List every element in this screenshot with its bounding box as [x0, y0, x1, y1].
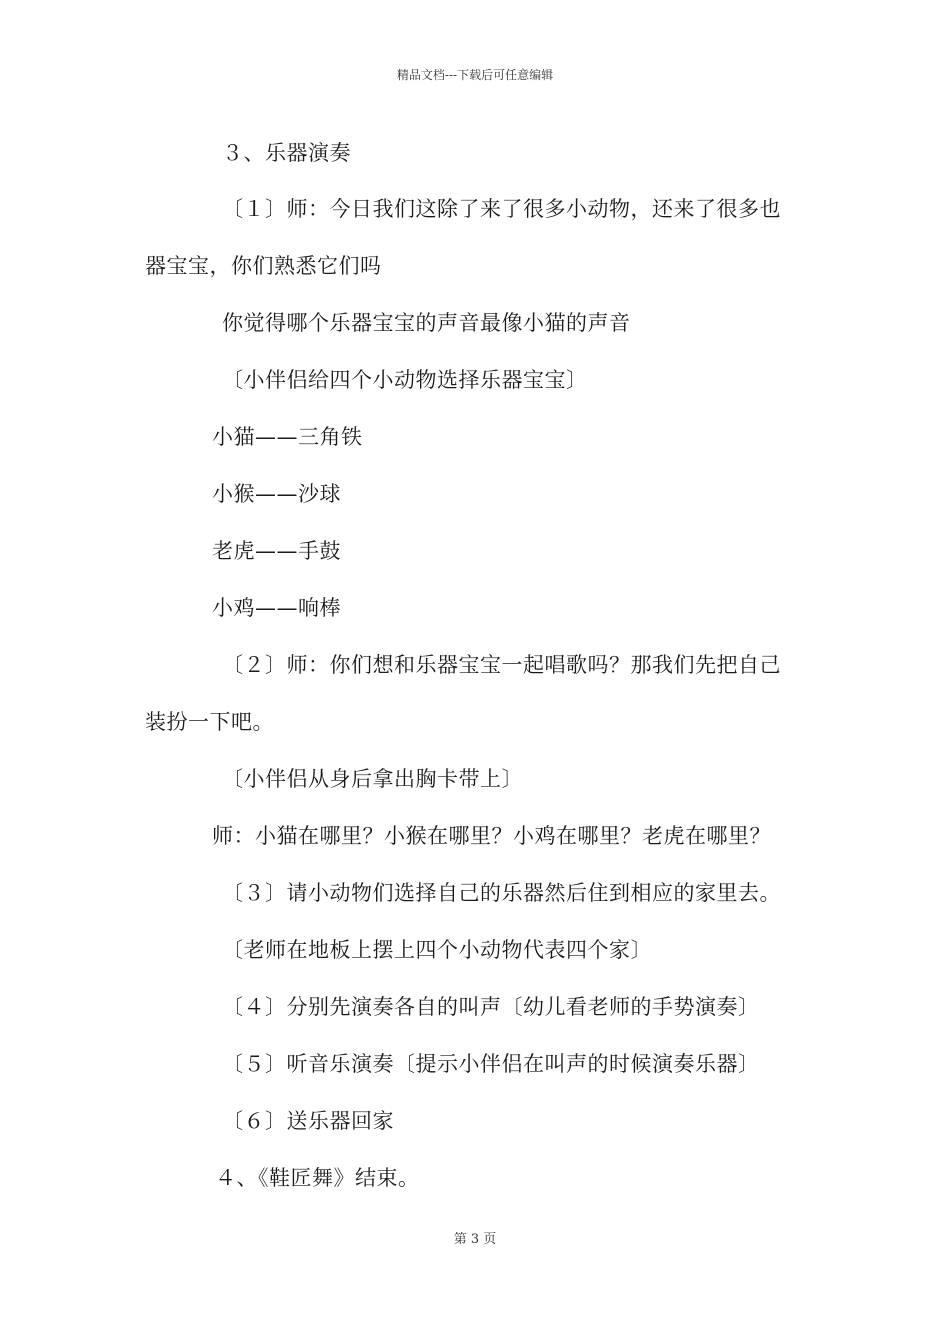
paragraph-line: 器宝宝，你们熟悉它们吗 [145, 254, 382, 278]
paragraph-line: 装扮一下吧。 [145, 710, 274, 734]
paragraph-line: 〔小伴侣从身后拿出胸卡带上〕 [222, 767, 523, 791]
paragraph-line: 师：小猫在哪里？小猴在哪里？小鸡在哪里？老虎在哪里？ [212, 824, 771, 848]
paragraph-line: 〔小伴侣给四个小动物选择乐器宝宝〕 [222, 368, 588, 392]
paragraph-line: 〔５〕听音乐演奏〔提示小伴侣在叫声的时候演奏乐器〕 [222, 1052, 760, 1076]
section-heading-3: ３、乐器演奏 [222, 141, 351, 165]
paragraph-line: 〔３〕请小动物们选择自己的乐器然后住到相应的家里去。 [222, 881, 781, 905]
paragraph-line: 〔６〕送乐器回家 [222, 1109, 394, 1133]
page-header: 精品文档---下载后可任意编辑 [396, 68, 554, 82]
paragraph-line: 〔１〕师：今日我们这除了来了很多小动物，还来了很多也 [222, 197, 781, 221]
paragraph-line: 〔２〕师：你们想和乐器宝宝一起唱歌吗？那我们先把自己 [222, 653, 781, 677]
page-footer: 第 3 页 [453, 1232, 497, 1247]
list-item: 小鸡——响棒 [212, 596, 341, 620]
paragraph-line: 你觉得哪个乐器宝宝的声音最像小猫的声音 [222, 311, 631, 335]
list-item: 老虎——手鼓 [212, 539, 341, 563]
section-heading-4: ４、《鞋匠舞》结束。 [215, 1166, 420, 1190]
list-item: 小猴——沙球 [212, 482, 341, 506]
paragraph-line: 〔老师在地板上摆上四个小动物代表四个家〕 [222, 938, 652, 962]
list-item: 小猫——三角铁 [212, 425, 363, 449]
paragraph-line: 〔４〕分别先演奏各自的叫声〔幼儿看老师的手势演奏〕 [222, 995, 760, 1019]
